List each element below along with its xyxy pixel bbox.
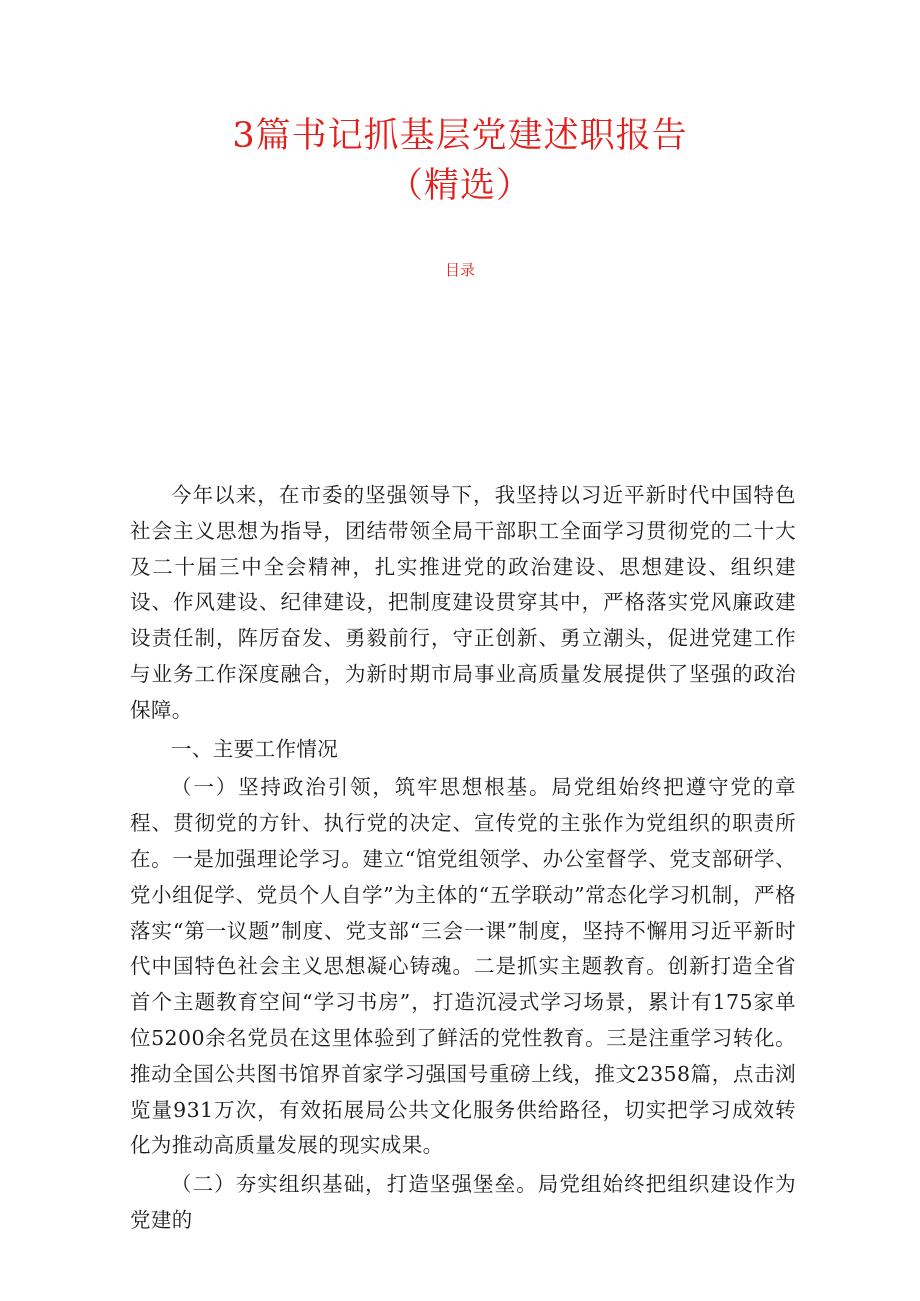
document-subtitle: （精选） [387, 166, 532, 206]
section-1-item-1-paragraph: （一）坚持政治引领，筑牢思想根基。局党组始终把遵守党的章程、贯彻党的方针、执行党的决定、宣传党的主张作为党组织的职责所在。一是加强理论学习。建立“馆党组领学、办公室督学、党支部研学、党小组促学、党员个人自学”为主体的“五学联动”常态化学习机制，严格落实“第一议题”制度、党支部“三会一课”制度，坚持不懈用习近平新时代中国特色社会主义思想凝心铸魂。二是抓实主题教育。创新打造全省首个主题教育空间“学习书房”，打造沉浸式学习场景，累计有175家单位5200余名党员在这里体验到了鲜活的党性教育。三是注重学习转化。推动全国公共图书馆界首家学习强国号重磅上线，推文2358篇，点击浏览量931万次，有效拓展局公共文化服务供给路径，切实把学习成效转化为推动高质量发展的现实成果。 [130, 775, 796, 1158]
section-1-item-2-paragraph: （二）夯实组织基础，打造坚强堡垒。局党组始终把组织建设作为党建的 [130, 1172, 796, 1232]
section-heading-1: 一、主要工作情况 [171, 736, 339, 761]
intro-paragraph: 今年以来，在市委的坚强领导下，我坚持以习近平新时代中国特色社会主义思想为指导，团结带领全局干部职工全面学习贯彻党的二十大及二十届三中全会精神，扎实推进党的政治建设、思想建设、组织建设、作风建设、纪律建设，把制度建设贯穿其中，严格落实党风廉政建设责任制，阵厉奋发、勇毅前行，守正创新、勇立潮头，促进党建工作与业务工作深度融合，为新时期市局事业高质量发展提供了坚强的政治保障。 [130, 483, 796, 722]
document-title: 3篇书记抓基层党建述职报告 [232, 116, 688, 156]
table-of-contents-link[interactable]: 目录 [444, 261, 475, 279]
document-body [130, 478, 796, 1239]
